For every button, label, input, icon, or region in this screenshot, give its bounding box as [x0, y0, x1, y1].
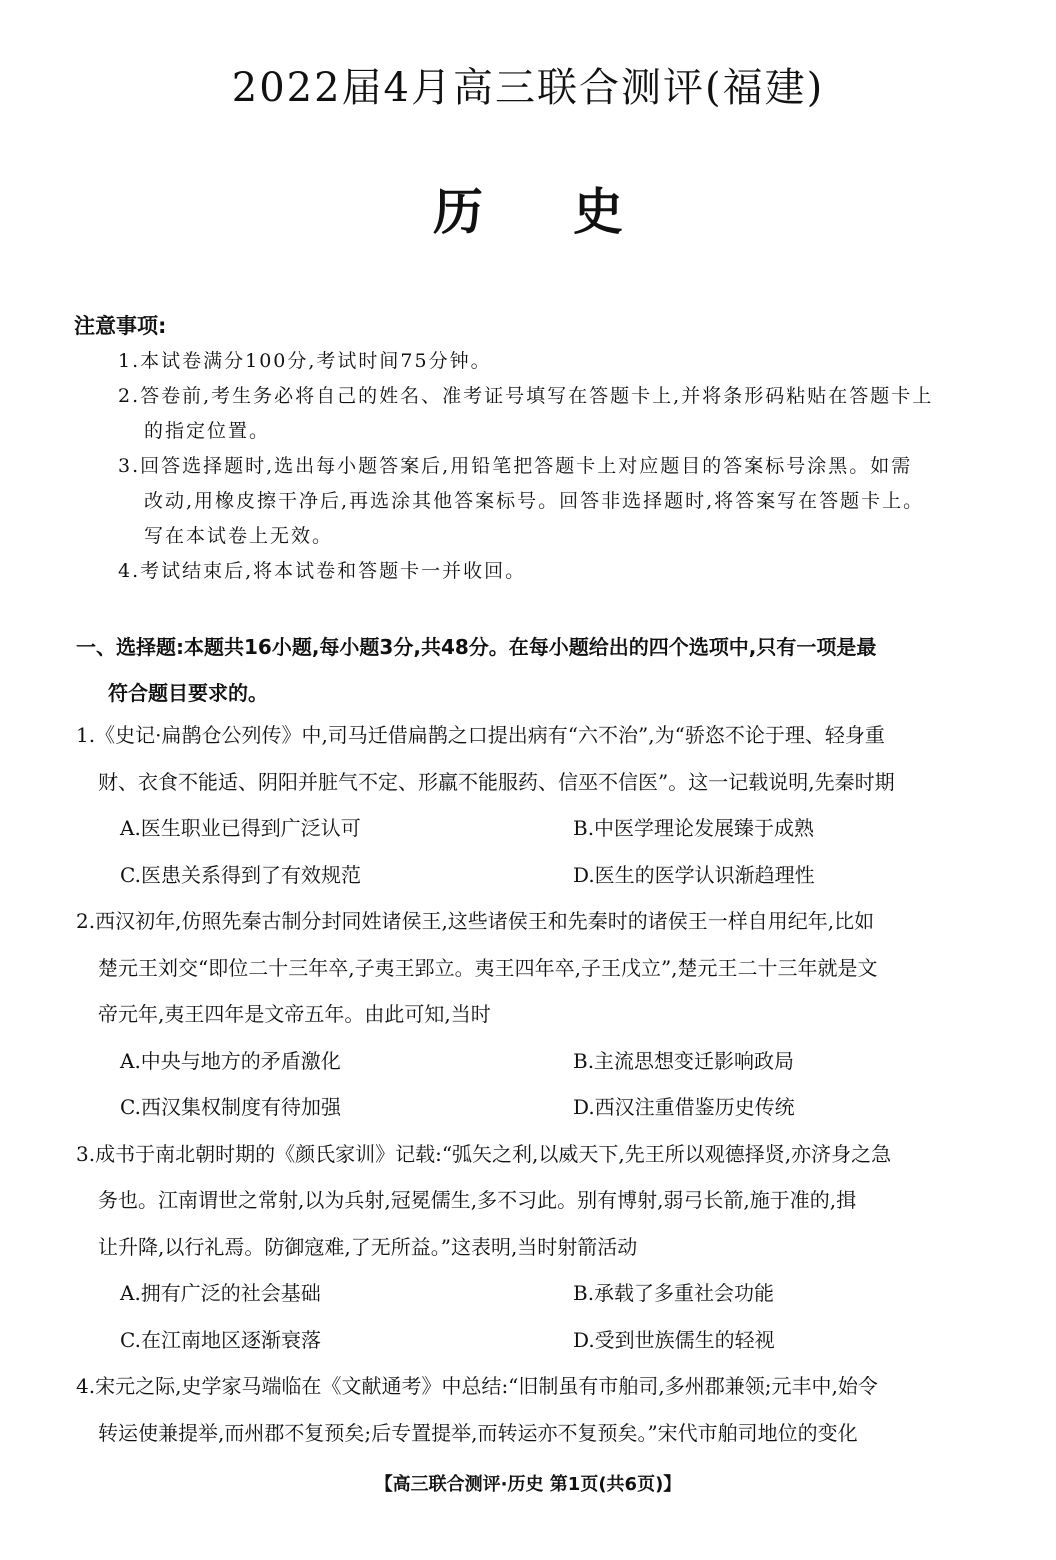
option-c: C.在江南地区逐渐衰落	[120, 1327, 321, 1352]
option-c: C.西汉集权制度有待加强	[120, 1095, 341, 1119]
question-text: 务也。江南谓世之常射,以为兵射,冠冕儒生,多不习此。别有博射,弱弓长箭,施于准的,揖	[98, 1188, 857, 1212]
option-a: A.拥有广泛的社会基础	[120, 1281, 321, 1305]
option-d: D.医生的医学认识渐趋理性	[573, 862, 815, 887]
options-row	[76, 1084, 1026, 1131]
note-line: 的指定位置。	[144, 420, 271, 442]
note-line: 1.本试卷满分100分,考试时间75分钟。	[118, 350, 492, 372]
option-b: B.中医学理论发展臻于成熟	[573, 816, 815, 840]
note-line: 3.回答选择题时,选出每小题答案后,用铅笔把答题卡上对应题目的答案标号涂黑。如需	[118, 455, 913, 477]
note-line: 4.考试结束后,将本试卷和答题卡一并收回。	[118, 560, 527, 582]
question-text: 2.西汉初年,仿照先秦古制分封同姓诸侯王,这些诸侯王和先秦时的诸侯王一样自用纪年,比如	[76, 909, 875, 933]
option-a: A.医生职业已得到广泛认可	[120, 816, 361, 840]
section-heading	[76, 624, 1026, 716]
question-1	[76, 712, 1026, 898]
option-b: B.承载了多重社会功能	[573, 1281, 775, 1305]
question-text: 让升降,以行礼焉。防御寇难,了无所益。”这表明,当时射箭活动	[98, 1234, 638, 1259]
option-c: C.医患关系得到了有效规范	[120, 862, 361, 887]
section-heading-line: 符合题目要求的。	[108, 681, 268, 705]
option-a: A.中央与地方的矛盾激化	[120, 1048, 341, 1073]
section-heading-line: 一、选择题:本题共16小题,每小题3分,共48分。在每小题给出的四个选项中,只有一项是最	[76, 635, 877, 659]
options-row	[76, 852, 1026, 899]
exam-title: 2022届4月高三联合测评(福建)	[231, 65, 825, 111]
question-text: 财、衣食不能适、阴阳并脏气不定、形羸不能服药、信巫不信医”。这一记载说明,先秦时期	[98, 769, 895, 794]
note-line: 2.答卷前,考生务必将自己的姓名、准考证号填写在答题卡上,并将条形码粘贴在答题卡上	[118, 385, 934, 407]
options-row	[76, 1317, 1026, 1364]
page-footer: 【高三联合测评·历史 第1页(共6页)】	[374, 1474, 682, 1495]
note-line: 写在本试卷上无效。	[144, 525, 334, 547]
question-text: 楚元王刘交“即位二十三年卒,子夷王郢立。夷王四年卒,子王戊立”,楚元王二十三年就是文	[98, 955, 878, 980]
question-list	[76, 712, 1026, 1456]
options-row	[76, 1038, 1026, 1085]
question-text: 转运使兼提举,而州郡不复预矣;后专置提举,而转运亦不复预矣。”宋代市舶司地位的变化	[98, 1420, 858, 1445]
option-b: B.主流思想变迁影响政局	[573, 1048, 795, 1073]
option-d: D.受到世族儒生的轻视	[573, 1327, 775, 1352]
options-row	[76, 805, 1026, 852]
note-line: 改动,用橡皮擦干净后,再选涂其他答案标号。回答非选择题时,将答案写在答题卡上。	[144, 490, 925, 512]
question-text: 4.宋元之际,史学家马端临在《文献通考》中总结:“旧制虽有市舶司,多州郡兼领;元丰中,始令	[76, 1374, 878, 1398]
option-d: D.西汉注重借鉴历史传统	[573, 1095, 795, 1119]
question-2	[76, 898, 1026, 1131]
subject-title: 历史	[433, 183, 713, 241]
question-text: 3.成书于南北朝时期的《颜氏家训》记载:“弧矢之利,以威天下,先王所以观德择贤,亦济身之急	[76, 1141, 892, 1166]
notes-heading: 注意事项:	[74, 314, 167, 338]
question-4	[76, 1363, 1026, 1456]
question-text: 帝元年,夷王四年是文帝五年。由此可知,当时	[98, 1002, 491, 1026]
notes-list	[118, 344, 1026, 589]
question-3	[76, 1131, 1026, 1364]
question-text: 1.《史记·扁鹊仓公列传》中,司马迁借扁鹊之口提出病有“六不治”,为“骄恣不论于理、轻身重	[76, 723, 885, 747]
options-row	[76, 1270, 1026, 1317]
